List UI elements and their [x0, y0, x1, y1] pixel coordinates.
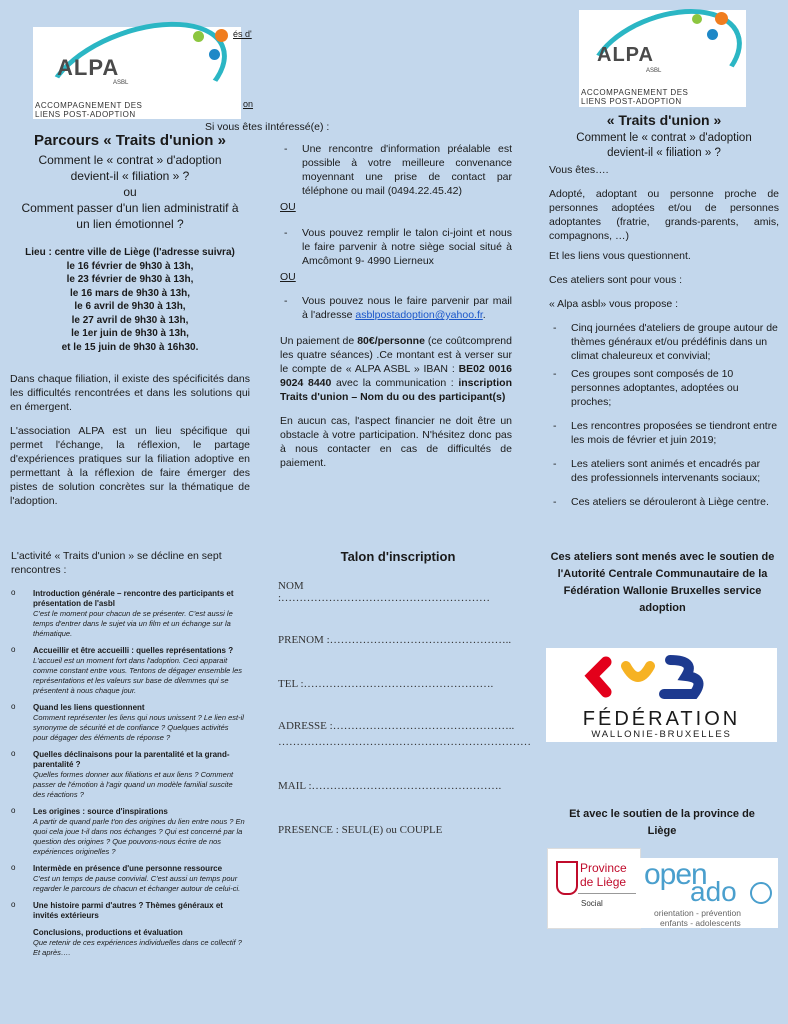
logo-word: ALPA: [57, 55, 120, 80]
activity-item: o Une histoire parmi d'autres ? Thèmes généraux et invités extérieurs: [11, 901, 245, 921]
form-title: Talon d'inscription: [340, 549, 456, 564]
activities-section: L'activité « Traits d'union » se décline en sept rencontres : o Introduction générale – rencontre des participants et présentation de l'asbl C'est le moment pour chacun de se présenter. C'est aussi le temps d'entrer dans le sujet via un film et un échange sur la thématique. o Accueillir et être accueilli : quelles représentations ? L'accueil est un moment fort dans l'adoption. Ceci apparait comme constant entre vous. Tentons de dégager ensemble les représentations et les valeurs sur base de dilemmes qui se présentent à nous chaque jour. o Quand les liens questionnent Comment représenter les liens qui nous unissent ? Le lien est-il synonyme de sécurité et de confiance ? Quelques activités pour dégager des éléments de réponse ? o Quelles déclinaisons pour la parentalité et la grand-parentalité ? Quelles formes donner aux filiations et aux liens ? Comment passer de l'émotion à l'agir quand un modèle familial suscite des réactions ? o Les origines : source d'inspirations A partir de quand parle t'on des origines du lien entre nous ? En quoi cela joue t-il dans nos échanges ? Qui est concerné par la question des origines ? Que pouvons-nous écrire de nos expériences originelles ? o Intermède en présence d'une personne ressource C'est un temps de pause convivial. C'est aussi un temps pour regarder le parcours de chacun et échanger autour de celui-ci. o Une histoire parmi d'autres ? Thèmes généraux et invités extérieurs Conclusions, productions et évaluation Que retenir de ces expériences individuelles dans ce collectif ? Et après….: [11, 549, 245, 958]
firstname-field[interactable]: PRENOM :…………………………………………..: [278, 634, 512, 646]
hidden-fragment-top: és d': [233, 29, 252, 39]
benefits-list: [549, 321, 779, 509]
left-panel: Parcours « Traits d'union » Comment le « contrat » d'adoption devient-il « filiation » ? ou Comment passer d'un lien administratif à un lien émotionnel ? Lieu : centre ville de Liège (l'adresse suivra) le 16 février de 9h30 à 13h, le 23 février de 9h30 à 13h, le 16 mars de 9h30 à 13h, le 6 avril de 9h30 à 13h, le 27 avril de 9h30 à 13h, le 1er juin de 9h30 à 13h, et le 15 juin de 9h30 à 16h30. Dans chaque filiation, il existe des spécificités dans les difficultés rencontrées et dans les solutions qui en émergent. L'association ALPA est un lieu spécifique qui permet l'échange, la réflexion, le partage d'expériences pratiques sur la filiation adoptive en permettant à la réflexion de faire émerger des pistes de solution concrètes sur la thématique de l'adoption.: [10, 132, 250, 507]
phone-field[interactable]: TEL :…………………………………………….: [278, 678, 494, 690]
hidden-fragment-mid: on: [243, 99, 254, 109]
activity-item: o Quand les liens questionnent Comment représenter les liens qui nous unissent ? Le lien est-il synonyme de sécurité et de confiance ? Quelques activités pour dégager des éléments de réponse ?: [11, 703, 245, 743]
dates-list: Lieu : centre ville de Liège (l'adresse suivra) le 16 février de 9h30 à 13h, le 23 février de 9h30 à 13h, le 16 mars de 9h30 à 13h, le 6 avril de 9h30 à 13h, le 27 avril de 9h30 à 13h, le 1er juin de 9h30 à 13h, et le 15 juin de 9h30 à 16h30.: [25, 247, 235, 353]
province-support-text: Et avec le soutien de la province de Liège: [569, 808, 755, 837]
activity-item: o Accueillir et être accueilli : quelles représentations ? L'accueil est un moment fort dans l'adoption. Ceci apparait comme constant entre vous. Tentons de dégager ensemble les représentations et les valeurs sur base de dilemmes qui se présentent à nous chaque jour.: [11, 646, 245, 696]
alpa-logo-right: ALPA ASBL ACCOMPAGNEMENT DES LIENS POST-ADOPTION: [579, 10, 746, 107]
list-item: - Les ateliers sont animés et encadrés par des professionnels intervenants sociaux;: [549, 457, 779, 485]
mail-field[interactable]: MAIL :…………………………………………….: [278, 780, 502, 792]
middle-panel: Si vous êtes iIntéressé(e) : - Une rencontre d'information préalable est possible à votre meilleure convenance moyennant une prise de contact par téléphone ou mail (0494.22.45.42) OU - Vous pouvez remplir le talon ci-joint et nous le faire parvenir à notre siège social situé à Amcômont 9- 4990 Lierneux OU - Vous pouvez nous le faire parvenir par mail à l'adresse asblpostadoption@yahoo.fr. Un paiement de 80€/personne (ce coûtcomprend les quatre séances) .Ce montant est à verser sur le compte de « ALPA ASBL » IBAN : BE02 0016 9024 8440 avec la communication : inscription Traits d'union – Nom du ou des participant(s) En aucun cas, l'aspect financier ne doit être un obstacle à votre participation. N'hésitez donc pas à nous contacter en cas de difficultés de paiement.: [280, 120, 512, 470]
page-title: Parcours « Traits d'union »: [34, 132, 226, 149]
support-text: Ces ateliers sont menés avec le soutien de l'Autorité Centrale Communautaire de la Fédération Wallonie Bruxelles service adoption: [550, 551, 775, 614]
activity-item: o Introduction générale – rencontre des participants et présentation de l'asbl C'est le moment pour chacun de se présenter. C'est aussi le temps d'entrer dans le sujet via un film et un échange sur la thématique.: [11, 589, 245, 639]
list-item: - Les rencontres proposées se tiendront entre les mois de février et juin 2019;: [549, 419, 779, 447]
list-item: - Ces groupes sont composés de 10 personnes adoptantes, adoptées ou proches;: [549, 367, 779, 409]
list-item: - Ces ateliers se dérouleront à Liège centre.: [549, 495, 779, 509]
alpa-logo-left: ALPA ASBL ACCOMPAGNEMENT DES LIENS POST-ADOPTION: [33, 27, 241, 119]
email-link[interactable]: asblpostadoption@yahoo.fr: [355, 309, 483, 321]
logo-dot-green: [193, 31, 204, 42]
province-liege-logo: Province de Liège Social: [547, 848, 641, 929]
federation-emblem-icon: [546, 648, 777, 708]
openado-logo: open ado orientation - prévention enfants - adolescents: [640, 858, 778, 928]
logo-dot-orange: [215, 29, 228, 42]
province-shield-icon: [556, 861, 578, 895]
registration-form: Talon d'inscription NOM :………………………………………………… PRENOM :………………………………………….. TEL :……………………………………………. ADRESSE :………………………………………….. …………………………………………………………… MAIL :……………………………………………. PRESENCE : SEUL(E) ou COUPLE: [278, 549, 531, 836]
presence-field[interactable]: PRESENCE : SEUL(E) ou COUPLE: [278, 824, 443, 836]
activity-item: o Intermède en présence d'une personne ressource C'est un temps de pause convivial. C'est aussi un temps pour regarder le parcours de chacun et échanger autour de celui-ci.: [11, 864, 245, 894]
name-field[interactable]: NOM :…………………………………………………: [278, 580, 491, 604]
compass-icon: [750, 882, 772, 904]
federation-logo: FÉDÉRATION WALLONIE-BRUXELLES: [546, 648, 777, 742]
list-item: - Cinq journées d'ateliers de groupe autour de thèmes généraux et/ou prédéfinis dans un climat chaleureux et convivial;: [549, 321, 779, 363]
activity-item: o Quelles déclinaisons pour la parentalité et la grand-parentalité ? Quelles formes donner aux filiations et aux liens ? Comment passer de l'émotion à l'agir quand un modèle familial suscite des réactions ?: [11, 750, 245, 800]
right-panel: « Traits d'union » Comment le « contrat » d'adoption devient-il « filiation » ? Vous êtes…. Adopté, adoptant ou personne proche de personnes adoptées et/ou de personnes adoptantes (fratrie, grands-parents, amis, compagnons, …) Et les liens vous questionnent. Ces ateliers sont pour vous : « Alpa asbl» vous propose : - Cinq journées d'ateliers de groupe autour de thèmes généraux et/ou prédéfinis dans un climat chaleureux et convivial; - Ces groupes sont composés de 10 personnes adoptantes, adoptées ou proches; - Les rencontres proposées se tiendront entre les mois de février et juin 2019; - Les ateliers sont animés et encadrés par des professionnels intervenants sociaux; - Ces ateliers se dérouleront à Liège centre.: [549, 112, 779, 509]
logo-dot-blue: [209, 49, 220, 60]
address-field[interactable]: ADRESSE :…………………………………………..: [278, 720, 515, 732]
activity-item: o Les origines : source d'inspirations A partir de quand parle t'on des origines du lien entre nous ? En quoi cela joue t-il dans nos échanges ? Qui est concerné par la question des origines ? Que pouvons-nous écrire de nos expériences originelles ?: [11, 807, 245, 857]
